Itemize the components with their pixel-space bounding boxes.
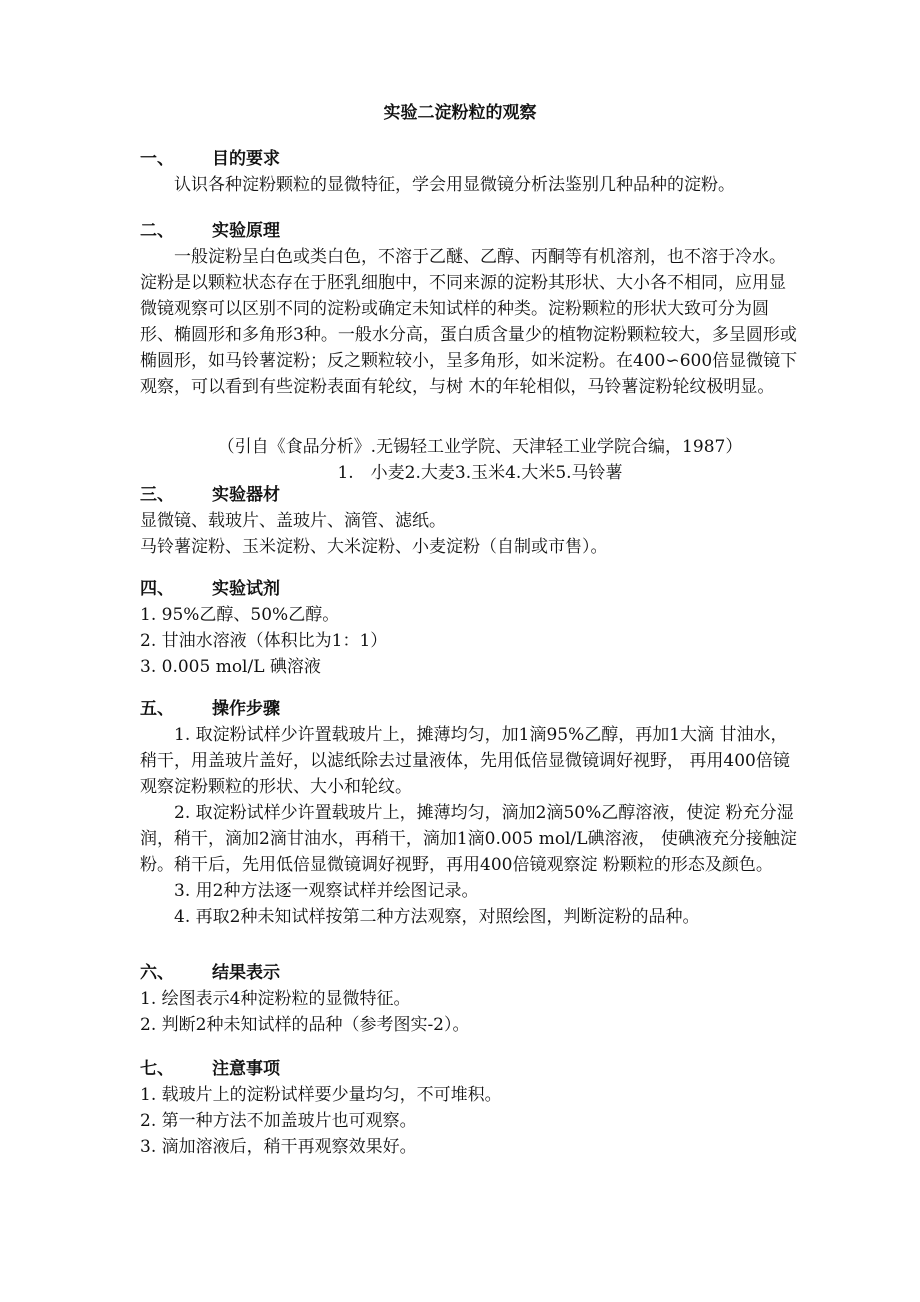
list-item: 1. 载玻片上的淀粉试样要少量均匀，不可堆积。 [140,1085,502,1105]
procedure-step: 1. 取淀粉试样少许置载玻片上，摊薄均匀，加1滴95%乙醇，再加1大滴 甘油水，稍干，用盖玻片盖好，以滤纸除去过量液体，先用低倍显微镜调好视野， 再用400倍镜观察淀粉颗粒的形状、大小和轮纹。 [140,725,790,797]
section-heading [140,576,800,602]
principle-paragraph: 一般淀粉呈白色或类白色，不溶于乙醚、乙醇、丙酮等有机溶剂，也不溶于冷水。淀粉是以颗粒状态存在于胚乳细胞中，不同来源的淀粉其形状、大小各不相同，应用显微镜观察可以区别不同的淀粉或确定未知试样的种类。淀粉颗粒的形状大致可分为圆形、椭圆形和多角形3种。一般水分高，蛋白质含量少的植物淀粉颗粒较大，多呈圆形或椭圆形，如马铃薯淀粉；反之颗粒较小，呈多角形，如米淀粉。在400∽600倍显微镜下观察，可以看到有些淀粉表面有轮纹，与树 木的年轮相似，马铃薯淀粉轮纹极明显。 [140,247,798,397]
list-item: 1. 95%乙醇、50%乙醇。 [140,605,340,625]
list-item: 马铃薯淀粉、玉米淀粉、大米淀粉、小麦淀粉（自制或市售）。 [140,537,608,557]
section-heading [140,146,800,172]
section-number: 六、 [140,963,174,983]
procedure-step: 4. 再取2种未知试样按第二种方法观察，对照绘图，判断淀粉的品种。 [174,907,700,927]
section-title: 实验器材 [212,485,280,505]
section-title: 实验试剂 [212,579,280,599]
section-number: 五、 [140,699,174,719]
section-objective [140,146,800,198]
section-number: 四、 [140,579,174,599]
section-heading [140,482,800,508]
list-item: 2. 判断2种未知试样的品种（参考图实-2）。 [140,1015,470,1035]
section-reagents [140,576,800,680]
citation: （引自《食品分析》.无锡轻工业学院、天津轻工业学院合编，1987） [217,437,743,457]
section-title: 目的要求 [212,149,280,169]
section-heading [140,218,800,244]
list-item: 2. 甘油水溶液（体积比为1：1） [140,631,388,651]
section-notes [140,1056,800,1160]
section-equipment [140,482,800,560]
section-heading [140,1056,800,1082]
section-title: 操作步骤 [212,699,280,719]
document-title: 实验二淀粉粒的观察 [383,103,537,123]
section-title: 注意事项 [212,1059,280,1079]
section-results [140,960,800,1038]
procedure-step: 3. 用2种方法逐一观察试样并绘图记录。 [174,881,479,901]
section-title: 结果表示 [212,963,280,983]
figure-caption: 1. 小麦2.大麦3.玉米4.大米5.马铃薯 [337,463,623,483]
section-title: 实验原理 [212,221,280,241]
list-item: 3. 滴加溶液后，稍干再观察效果好。 [140,1137,417,1157]
section-number: 七、 [140,1059,174,1079]
section-heading [140,696,800,722]
section-heading [140,960,800,986]
list-item: 2. 第一种方法不加盖玻片也可观察。 [140,1111,417,1131]
section-number: 三、 [140,485,174,505]
procedure-step: 2. 取淀粉试样少许置载玻片上，摊薄均匀，滴加2滴50%乙醇溶液，使淀 粉充分湿润，稍干，滴加2滴甘油水，再稍干，滴加1滴0.005 mol/L碘溶液， 使碘液充分接触淀粉。稍干后，先用低倍显微镜调好视野，再用400倍镜观察淀 粉颗粒的形态及颜色。 [140,803,797,875]
section-number: 一、 [140,149,174,169]
list-item: 1. 绘图表示4种淀粉粒的显微特征。 [140,989,411,1009]
list-item: 3. 0.005 mol/L 碘溶液 [140,657,321,677]
section-text: 认识各种淀粉颗粒的显微特征，学会用显微镜分析法鉴别几种品种的淀粉。 [174,175,735,195]
section-procedure [140,696,800,930]
section-principle [140,218,800,400]
list-item: 显微镜、载玻片、盖玻片、滴管、滤纸。 [140,511,446,531]
section-number: 二、 [140,221,174,241]
